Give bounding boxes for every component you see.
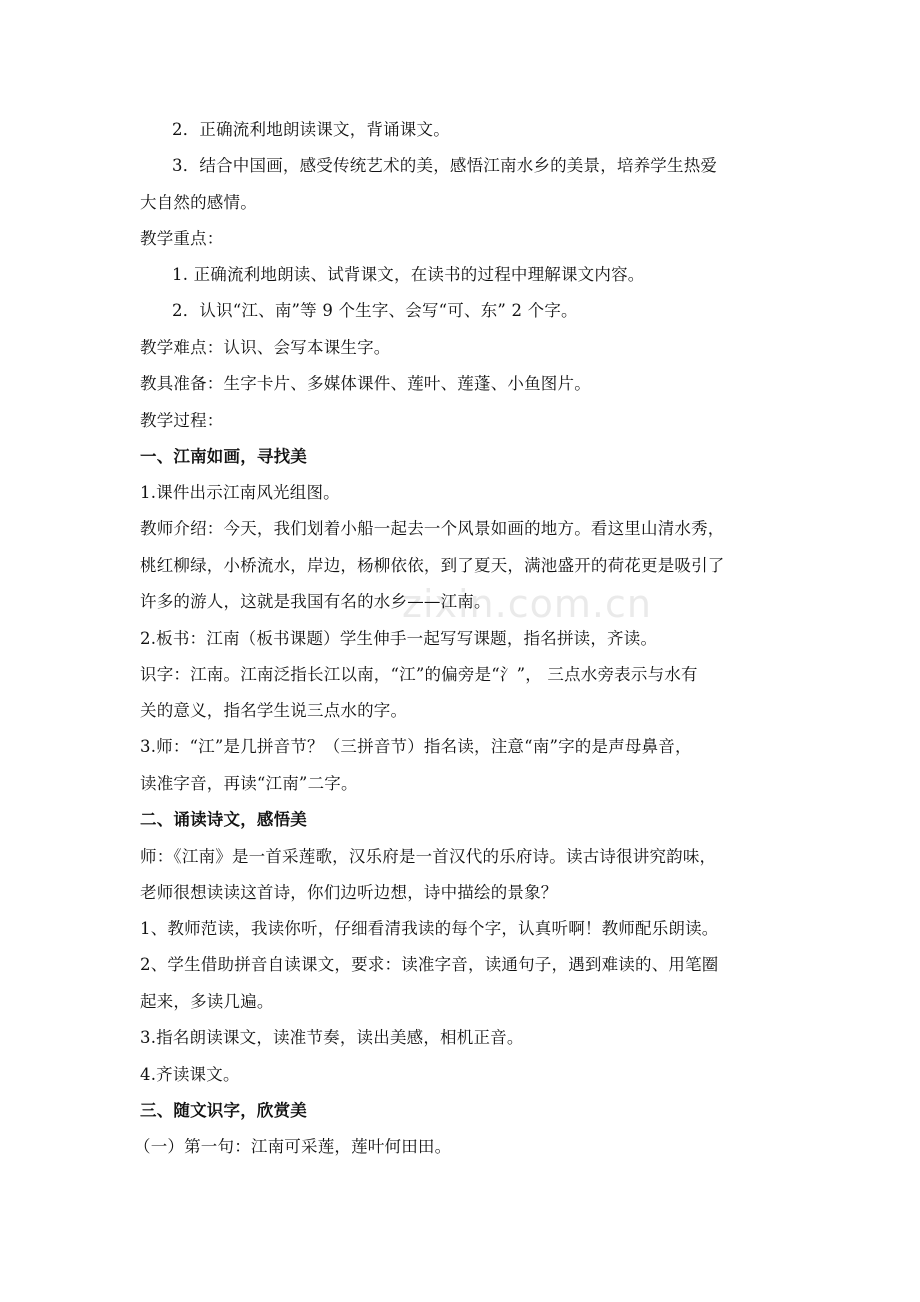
paragraph: 关的意义，指名学生说三点水的字。 — [140, 701, 408, 720]
paragraph: 读准字音，再读“江南”二字。 — [140, 774, 358, 793]
section-2-heading: 二、诵读诗文，感悟美 — [140, 810, 307, 829]
paragraph: 起来，多读几遍。 — [140, 992, 274, 1011]
difficult-points: 教学难点：认识、会写本课生字。 — [140, 338, 391, 357]
key-point-2: 2．认识“江、南”等 9 个生字、会写“可、东” 2 个字。 — [172, 301, 578, 320]
paragraph: 老师很想读读这首诗，你们边听边想，诗中描绘的景象？ — [140, 883, 558, 902]
paragraph: 桃红柳绿，小桥流水，岸边，杨柳依依，到了夏天，满池盛开的荷花更是吸引了 — [140, 556, 725, 575]
paragraph: 2.板书：江南（板书课题）学生伸手一起写写课题，指名拼读，齐读。 — [140, 629, 658, 648]
paragraph: 识字：江南。江南泛指长江以南，“江”的偏旁是“氵”， 三点水旁表示与水有 — [140, 665, 698, 684]
key-point-1: 1. 正确流利地朗读、试背课文，在读书的过程中理解课文内容。 — [172, 265, 645, 284]
objective-2: 2．正确流利地朗读课文，背诵课文。 — [172, 120, 450, 139]
paragraph: 2、学生借助拼音自读课文，要求：读准字音，读通句子，遇到难读的、用笔圈 — [140, 955, 719, 974]
objective-3: 3．结合中国画，感受传统艺术的美，感悟江南水乡的美景，培养学生热爱 — [172, 156, 718, 175]
objective-3-continued: 大自然的感情。 — [140, 193, 257, 212]
paragraph: 4.齐读课文。 — [140, 1065, 240, 1084]
teaching-aids: 教具准备：生字卡片、多媒体课件、莲叶、莲蓬、小鱼图片。 — [140, 374, 591, 393]
paragraph: 3.师：“江”是几拼音节？（三拼音节）指名读，注意“南”字的是声母鼻音， — [140, 737, 692, 756]
heading-key-points: 教学重点： — [140, 229, 224, 248]
paragraph: 1、教师范读，我读你听，仔细看清我读的每个字，认真听啊！教师配乐朗读。 — [140, 919, 719, 938]
paragraph: 1.课件出示江南风光组图。 — [140, 483, 340, 502]
paragraph: 许多的游人，这就是我国有名的水乡——江南。 — [140, 592, 491, 611]
paragraph: 师：《江南》是一首采莲歌，汉乐府是一首汉代的乐府诗。读古诗很讲究韵味， — [140, 847, 717, 866]
paragraph: 教师介绍：今天，我们划着小船一起去一个风景如画的地方。看这里山清水秀， — [140, 519, 725, 538]
section-1-heading: 一、江南如画，寻找美 — [140, 447, 307, 466]
heading-process: 教学过程： — [140, 411, 224, 430]
watermark-text: zixin.com.cn — [402, 582, 652, 626]
paragraph: （一）第一句：江南可采莲，莲叶何田田。 — [134, 1137, 452, 1156]
paragraph: 3.指名朗读课文，读准节奏，读出美感，相机正音。 — [140, 1028, 524, 1047]
section-3-heading: 三、随文识字，欣赏美 — [140, 1101, 307, 1120]
